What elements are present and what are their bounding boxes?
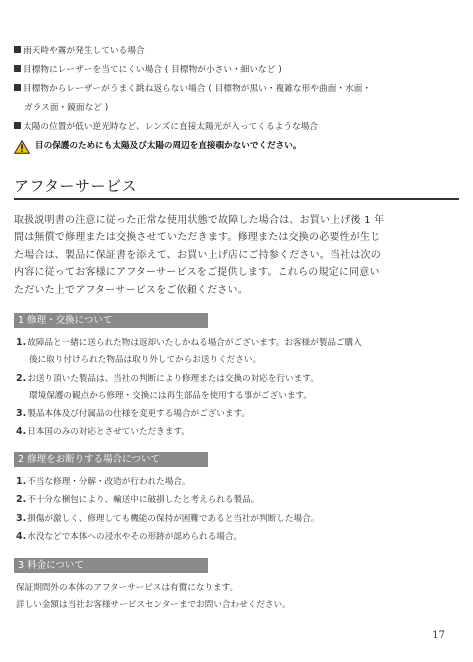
square-bullet-icon — [14, 122, 21, 129]
square-bullet-icon — [14, 84, 21, 91]
section-heading-repair-refusal: 2 修理をお断りする場合について — [14, 452, 208, 467]
caution-item: 雨天時や霧が発生している場合 — [14, 42, 464, 61]
list-item: 2.不十分な梱包により、輸送中に破損したと考えられる製品。 — [16, 494, 260, 506]
square-bullet-icon — [14, 65, 21, 72]
fees-text: 保証期間外の本体のアフターサービスは有償になります。 詳しい金額は当社お客様サービスセンターまでお問い合わせください。 — [16, 583, 291, 611]
section2-list — [16, 473, 464, 546]
list-item: 1.不当な修理・分解・改造が行われた場合。 — [16, 476, 191, 487]
list-item: 3.損傷が激しく、修理しても機能の保持が困難であると当社が判断した場合。 — [16, 512, 320, 524]
list-item: 2.お送り頂いた製品は、当社の判断により修理または交換の対応を行います。 環境保護の観点から修理・交換には再生部品を使用する事がございます。 — [16, 372, 319, 401]
warning-line: 目の保護のためにも太陽及び太陽の周辺を直接覗かないでください。 — [14, 137, 464, 156]
list-item: 3.製品本体及び付属品の仕様を変更する場合がございます。 — [16, 408, 250, 420]
list-item: 4.水没などで本体への浸水やその形跡が認められる場合。 — [16, 530, 243, 542]
after-service-title: アフターサービス — [14, 177, 137, 195]
caution-item: 目標物からレーザーがうまく跳ね返らない場合 ( 目標物が黒い・複雑な形や曲面・水面・ — [14, 80, 464, 99]
caution-item: 太陽の位置が低い逆光時など、レンズに直接太陽光が入ってくるような場合 — [14, 118, 464, 137]
warning-triangle-icon — [14, 140, 30, 154]
title-divider — [14, 198, 459, 200]
section-heading-fees: 3 料金について — [14, 558, 208, 573]
page-number: 17 — [432, 630, 445, 641]
list-item: 1.故障品と一緒に送られた物は返却いたしかねる場合がございます。お客様が製品ご購入 後に取り付けられた物品は取り外してからお送りください。 — [16, 337, 362, 366]
section1-list — [16, 334, 464, 442]
square-bullet-icon — [14, 46, 21, 53]
caution-list — [14, 42, 464, 156]
after-service-intro: 取扱説明書の注意に従った正常な使用状態で故障した場合は、お買い上げ後 1 年 間は無償で修理または交換させていただきます。修理または交換の必要性が生じ た場合は、製品に保証書を添えて、お買い上げ店にご持参ください。当社は次の 内容に従ってお客様にアフターサービスをご提供します。これらの規定に同意い ただいた上でアフターサービスをご依頼ください。 — [14, 215, 385, 296]
section-heading-repair-exchange: 1 修理・交換について — [14, 313, 208, 328]
caution-item: 目標物にレーザーを当てにくい場合 ( 目標物が小さい・細いなど ) — [14, 61, 464, 80]
list-item: 4.日本国のみの対応とさせていただきます。 — [16, 426, 190, 438]
caution-item-continuation: ガラス面・鏡面など ) — [24, 103, 109, 113]
